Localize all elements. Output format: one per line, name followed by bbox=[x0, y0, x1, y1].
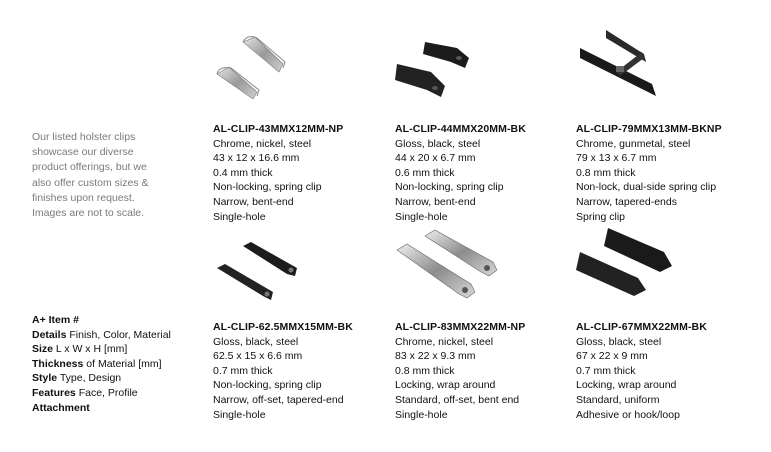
product-features: Narrow, bent-end bbox=[213, 195, 294, 208]
product-size: 83 x 22 x 9.3 mm bbox=[395, 350, 476, 363]
product-thickness: 0.6 mm thick bbox=[395, 166, 455, 179]
product-features: Standard, off-set, bent end bbox=[395, 393, 520, 406]
intro-line: finishes upon request. bbox=[32, 191, 135, 204]
legend-row-size: Size L x W x H [mm] bbox=[32, 343, 128, 356]
product-features: Standard, uniform bbox=[576, 393, 660, 406]
product-style: Locking, wrap around bbox=[395, 379, 496, 392]
product-thickness: 0.8 mm thick bbox=[576, 166, 636, 179]
product-image-clip-83mm-chrome bbox=[395, 210, 580, 320]
product-details: Chrome, gunmetal, steel bbox=[576, 137, 691, 150]
product-image-clip-62mm-black bbox=[213, 210, 398, 320]
intro-line: Our listed holster clips bbox=[32, 131, 136, 143]
product-features: Narrow, off-set, tapered-end bbox=[213, 393, 344, 406]
product-style: Non-locking, spring clip bbox=[213, 181, 322, 194]
product-size: 67 x 22 x 9 mm bbox=[576, 350, 648, 363]
product-sku: AL-CLIP-83MMX22MM-NP bbox=[395, 321, 526, 333]
product-attachment: Single-hole bbox=[395, 210, 448, 223]
legend-row-features: Features Face, Profile bbox=[32, 386, 138, 399]
product-attachment: Single-hole bbox=[213, 210, 266, 223]
intro-line: also offer custom sizes & bbox=[32, 176, 149, 189]
product-thickness: 0.8 mm thick bbox=[395, 364, 455, 377]
product-details: Gloss, black, steel bbox=[576, 335, 662, 348]
product-image-clip-43mm-chrome bbox=[213, 12, 398, 122]
product-image-clip-67mm-black bbox=[576, 210, 761, 320]
legend-row-attachment: Attachment bbox=[32, 401, 90, 414]
product-size: 44 x 20 x 6.7 mm bbox=[395, 152, 476, 165]
product-thickness: 0.7 mm thick bbox=[213, 364, 273, 377]
product-style: Non-locking, spring clip bbox=[213, 379, 322, 392]
intro-line: product offerings, but we bbox=[32, 161, 147, 174]
product-image-clip-44mm-black bbox=[395, 12, 580, 122]
product-size: 43 x 12 x 16.6 mm bbox=[213, 152, 300, 165]
product-size: 79 x 13 x 6.7 mm bbox=[576, 152, 657, 165]
product-card bbox=[395, 210, 580, 422]
product-sku: AL-CLIP-79MMX13MM-BKNP bbox=[576, 123, 722, 135]
product-features: Narrow, bent-end bbox=[395, 195, 476, 208]
product-features: Narrow, tapered-ends bbox=[576, 195, 677, 208]
product-sku: AL-CLIP-43MMX12MM-NP bbox=[213, 123, 344, 135]
product-details: Gloss, black, steel bbox=[395, 137, 481, 150]
product-thickness: 0.7 mm thick bbox=[576, 364, 636, 377]
product-sku: AL-CLIP-62.5MMX15MM-BK bbox=[213, 321, 353, 333]
product-sku: AL-CLIP-44MMX20MM-BK bbox=[395, 123, 526, 135]
product-details: Chrome, nickel, steel bbox=[213, 137, 312, 150]
legend-row-details: Details Finish, Color, Material bbox=[32, 328, 171, 341]
product-style: Non-lock, dual-side spring clip bbox=[576, 181, 717, 194]
intro-line: showcase our diverse bbox=[32, 146, 134, 159]
product-attachment: Single-hole bbox=[213, 408, 266, 421]
product-card bbox=[576, 12, 761, 224]
product-style: Non-locking, spring clip bbox=[395, 181, 504, 194]
spec-legend bbox=[32, 313, 207, 415]
product-thickness: 0.4 mm thick bbox=[213, 166, 273, 179]
product-card bbox=[576, 210, 761, 422]
product-card bbox=[395, 12, 580, 224]
product-attachment: Adhesive or hook/loop bbox=[576, 408, 680, 421]
intro-line: Images are not to scale. bbox=[32, 207, 145, 220]
product-style: Locking, wrap around bbox=[576, 379, 677, 392]
product-card bbox=[213, 12, 398, 224]
intro-text bbox=[32, 130, 172, 221]
product-size: 62.5 x 15 x 6.6 mm bbox=[213, 350, 303, 363]
legend-row-style: Style Type, Design bbox=[32, 372, 122, 385]
product-attachment: Spring clip bbox=[576, 210, 626, 223]
product-sku: AL-CLIP-67MMX22MM-BK bbox=[576, 321, 707, 333]
product-card bbox=[213, 210, 398, 422]
product-details: Gloss, black, steel bbox=[213, 335, 299, 348]
legend-row-item: A+ Item # bbox=[32, 314, 79, 326]
product-image-clip-79mm-dual bbox=[576, 12, 761, 122]
legend-row-thickness: Thickness of Material [mm] bbox=[32, 357, 162, 370]
product-details: Chrome, nickel, steel bbox=[395, 335, 494, 348]
product-attachment: Single-hole bbox=[395, 408, 448, 421]
